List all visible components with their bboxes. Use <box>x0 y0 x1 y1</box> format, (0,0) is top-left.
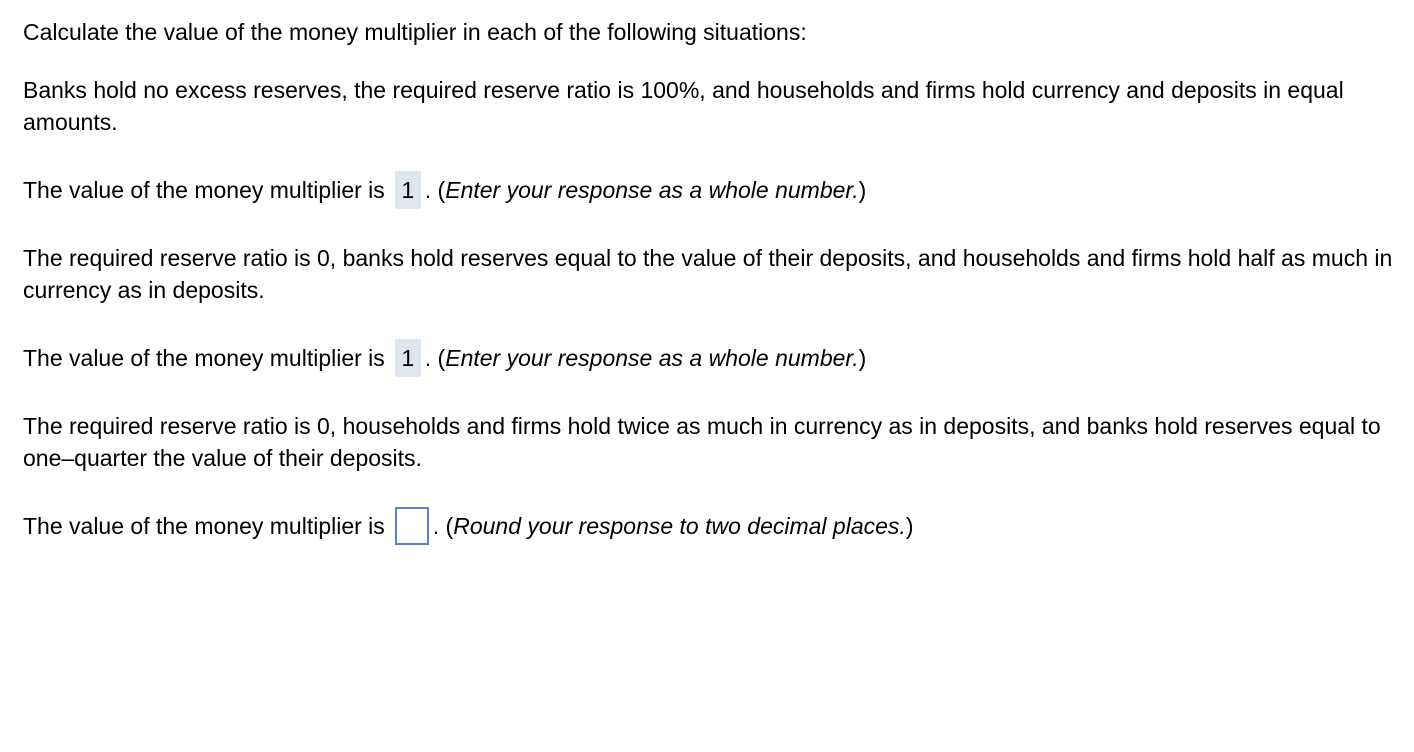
answer-2-suffix-close: ) <box>858 345 867 371</box>
answer-1-suffix-close: ) <box>858 177 867 203</box>
answer-3-hint <box>433 510 914 542</box>
situation-2-text: The required reserve ratio is 0, banks hold reserves equal to the value of their deposits, and households and firms hold half as much in currency as in deposits. <box>23 245 1393 303</box>
answer-1-suffix-open: . ( <box>424 177 446 203</box>
answer-line-2 <box>23 338 1414 378</box>
answer-2-suffix-open: . ( <box>424 345 446 371</box>
answer-line-3 <box>23 506 1414 546</box>
answer-2-prefix: The value of the money multiplier is <box>23 345 385 371</box>
answer-line-1 <box>23 170 1414 210</box>
situation-3-text: The required reserve ratio is 0, households and firms hold twice as much in currency as in deposits, and banks hold reserves equal to one–quarter the value of their deposits. <box>23 413 1381 471</box>
answer-3-input[interactable] <box>395 507 429 545</box>
answer-3-suffix-close: ) <box>905 513 914 539</box>
answer-2-hint <box>425 342 867 374</box>
answer-2-value[interactable]: 1 <box>395 339 421 377</box>
answer-1-value[interactable]: 1 <box>395 171 421 209</box>
answer-2-hint-text: Enter your response as a whole number. <box>445 345 859 371</box>
answer-3-prefix: The value of the money multiplier is <box>23 513 385 539</box>
situation-1-text: Banks hold no excess reserves, the required reserve ratio is 100%, and households and firms hold currency and deposits in equal amounts. <box>23 77 1344 135</box>
question-prompt: Calculate the value of the money multiplier in each of the following situations: <box>23 19 807 45</box>
answer-1-hint <box>425 174 867 206</box>
answer-1-hint-text: Enter your response as a whole number. <box>445 177 859 203</box>
answer-3-hint-text: Round your response to two decimal places. <box>453 513 906 539</box>
answer-3-suffix-open: . ( <box>432 513 454 539</box>
answer-1-prefix: The value of the money multiplier is <box>23 177 385 203</box>
